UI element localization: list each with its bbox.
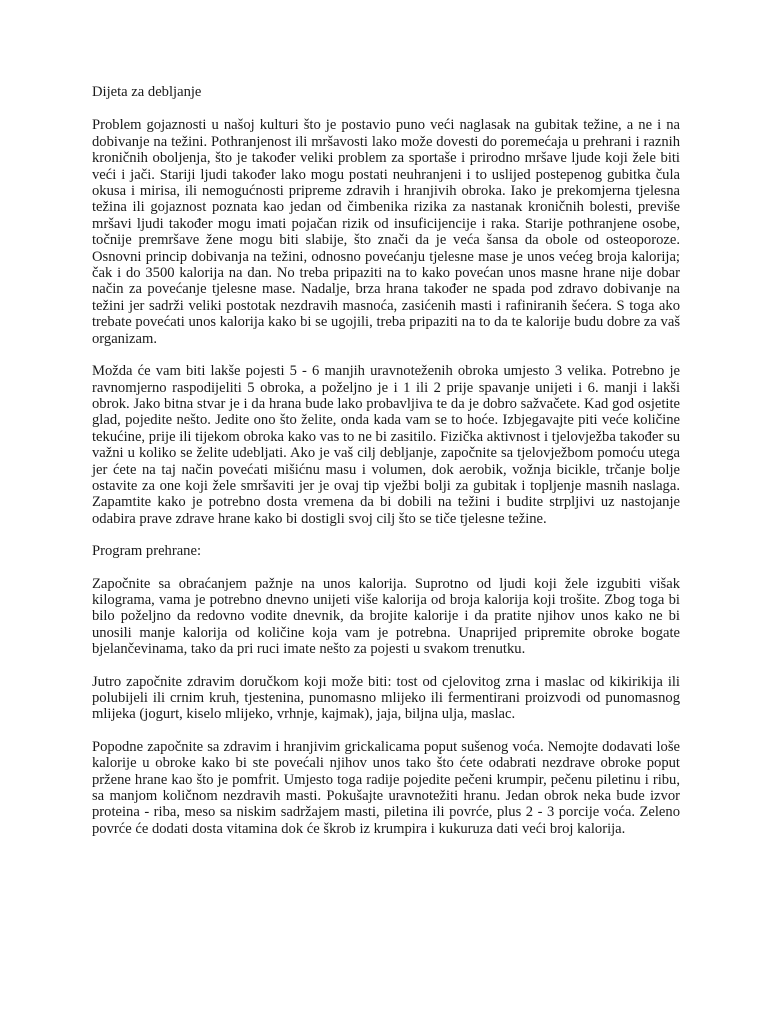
paragraph-program-3: Popodne započnite sa zdravim i hranjivim grickalicama poput sušenog voća. Nemojte dodavati loše kalorije u obroke kako bi ste povećali njihov unos tako što ćete odabrati nezdrave obroke poput pržene hrane kao što je pomfrit. Umjesto toga radije pojedite pečeni krumpir, pečenu piletinu i ribu, sa manjom količnom nezdravih masti. Pokušajte uravnotežiti hranu. Jedan obrok neka bude izvor proteina - riba, meso sa niskim sadržajem masti, piletina ili povrće, plus 2 - 3 porcije voća. Zeleno povrće će dodati dosta vitamina dok će škrob iz krumpira i kukuruza dati veći broj kalorija. [92,738,680,837]
paragraph-program-1: Započnite sa obraćanjem pažnje na unos kalorija. Suprotno od ljudi koji žele izgubiti višak kilograma, vama je potrebno dnevno unijeti više kalorija od broja kalorija koji trošite. Zbog toga bi bilo poželjno da redovno vodite dnevnik, da brojite kalorije i da pratite njihov unos kako ne bi unosili manje kalorija od količine koja vam je potrebna. Unaprijed pripremite obroke bogate bjelančevinama, tako da pri ruci imate nešto za pojesti u svakom trenutku. [92,575,680,658]
document-title: Dijeta za debljanje [92,84,202,100]
section-heading-program: Program prehrane: [92,543,202,560]
paragraph-intro-1: Problem gojaznosti u našoj kulturi što je postavio puno veći naglasak na gubitak težine, a ne i na dobivanje na težini. Pothranjenost ili mršavosti lako može dovesti do poremećaja u prehrani i raznih kroničnih oboljenja, što je također veliki problem za sportaše i prirodno mršave ljude koji žele biti veći i jači. Stariji ljudi također lako mogu postati neuhranjeni i to uslijed postepenog gubitka čula okusa i mirisa, ili nemogućnosti pripreme zdravih i hranjivih obroka. Iako je prekomjerna tjelesna težina ili gojaznost poznata kao jedan od čimbenika rizika za nastanak kroničnih bolesti, previše mršavi ljudi također mogu imati pojačan rizik od insuficijencije i raka. Starije pothranjene osobe, točnije premršave žene mogu biti slabije, što znači da je veća šansa da obole od osteoporoze. Osnovni princip dobivanja na težini, odnosno povećanju tjelesne mase je unos većeg broja kalorija; čak i do 3500 kalorija na dan. No treba pripaziti na to kako povećan unos masne hrane nije dobar način za povećanje tjelesne mase. Nadalje, brza hrana također ne spada pod zdravo dobivanje na težini jer sadrži veliki postotak nezdravih masnoća, zasićenih masti i rafiniranih šećera. S toga ako trebate povećati unos kalorija kako bi se ugojili, treba pripaziti na to da te kalorije budu dobre za vaš organizam. [92,117,680,347]
document-page [92,84,680,853]
paragraph-intro-2: Možda će vam biti lakše pojesti 5 - 6 manjih uravnoteženih obroka umjesto 3 velika. Potrebno je ravnomjerno raspodijeliti 5 obroka, a poželjno je i 1 ili 2 prije spavanje unijeti i 6. manji i lakši obrok. Jako bitna stvar je i da hrana bude lako probavljiva te da je dobro sažvačete. Kad god osjetite glad, pojedite nešto. Jedite ono što želite, onda kada vam se to hoće. Izbjegavajte piti veće količine tekućine, prije ili tijekom obroka kako vas to ne bi zasitilo. Fizička aktivnost i tjelovježba također su važni u koliko se želite udebljati. Ako je vaš cilj debljanje, započnite sa tjelovježbom pomoću utega jer ćete na taj način povećati mišićnu masu i volumen, dok aerobik, vožnja bicikle, trčanje bolje ostavite za one koji žele smršaviti jer je ovaj tip vježbi bolji za gubitak i topljenje masnih naslaga. Zapamtite kako je potrebno dosta vremena da bi dobili na težini i budite strpljivi uz nastojanje odabira prave zdrave hrane kako bi dostigli svoj cilj što se tiče tjelesne težine. [92,363,680,527]
paragraph-program-2: Jutro započnite zdravim doručkom koji može biti: tost od cjelovitog zrna i maslac od kikirikija ili polubijeli ili crnim kruh, tjestenina, punomasno mlijeko ili fermentirani proizvodi od punomasnog mlijeka (jogurt, kiselo mlijeko, vrhnje, kajmak), jaja, biljna ulja, maslac. [92,673,680,723]
